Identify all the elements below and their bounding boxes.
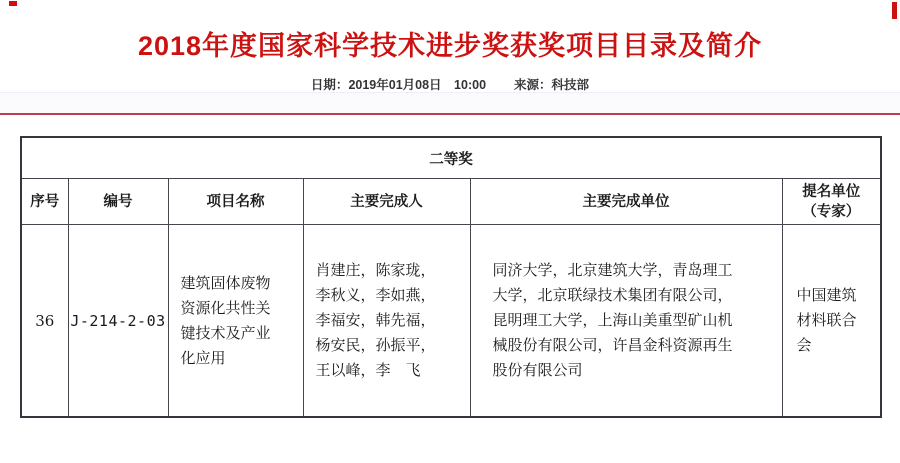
table-row xyxy=(21,225,881,418)
col-header-nominator: 提名单位 （专家） xyxy=(782,179,881,225)
col-header-seq: 序号 xyxy=(21,179,68,225)
page-title: 2018年度国家科学技术进步奖获奖项目目录及简介 xyxy=(137,31,763,61)
cell-code: J-214-2-03 xyxy=(68,225,168,418)
red-corner-mark-left xyxy=(9,1,17,6)
red-divider-line xyxy=(0,113,900,115)
date-label: 日期： xyxy=(310,78,349,92)
col-header-units: 主要完成单位 xyxy=(470,179,782,225)
col-header-completers: 主要完成人 xyxy=(303,179,470,225)
award-tier-label: 二等奖 xyxy=(21,137,881,179)
cell-seq: 36 xyxy=(21,225,68,418)
meta-line xyxy=(0,75,900,93)
col-header-code: 编号 xyxy=(68,179,168,225)
table-header-row xyxy=(21,179,881,225)
cell-units: 同济大学，北京建筑大学，青岛理工 大学，北京联绿技术集团有限公司， 昆明理工大学，上海山美重型矿山机 械股份有限公司，许昌金科资源再生 股份有限公司 xyxy=(470,225,782,418)
source-label: 来源： xyxy=(514,78,552,92)
red-corner-mark-right xyxy=(892,2,897,19)
source-value: 科技部 xyxy=(551,78,590,92)
award-table xyxy=(20,136,882,418)
cell-completers: 肖建庄，陈家珑， 李秋义，李如燕， 李福安，韩先福， 杨安民，孙振平， 王以峰，李 飞 xyxy=(303,225,470,418)
cell-nominator: 中国建筑 材料联合 会 xyxy=(782,225,881,418)
header-band xyxy=(0,92,900,114)
cell-project: 建筑固体废物 资源化共性关 键技术及产业 化应用 xyxy=(168,225,303,418)
date-value: 2019年01月08日 10:00 xyxy=(348,78,487,92)
award-tier-row xyxy=(21,137,881,179)
col-header-project: 项目名称 xyxy=(168,179,303,225)
